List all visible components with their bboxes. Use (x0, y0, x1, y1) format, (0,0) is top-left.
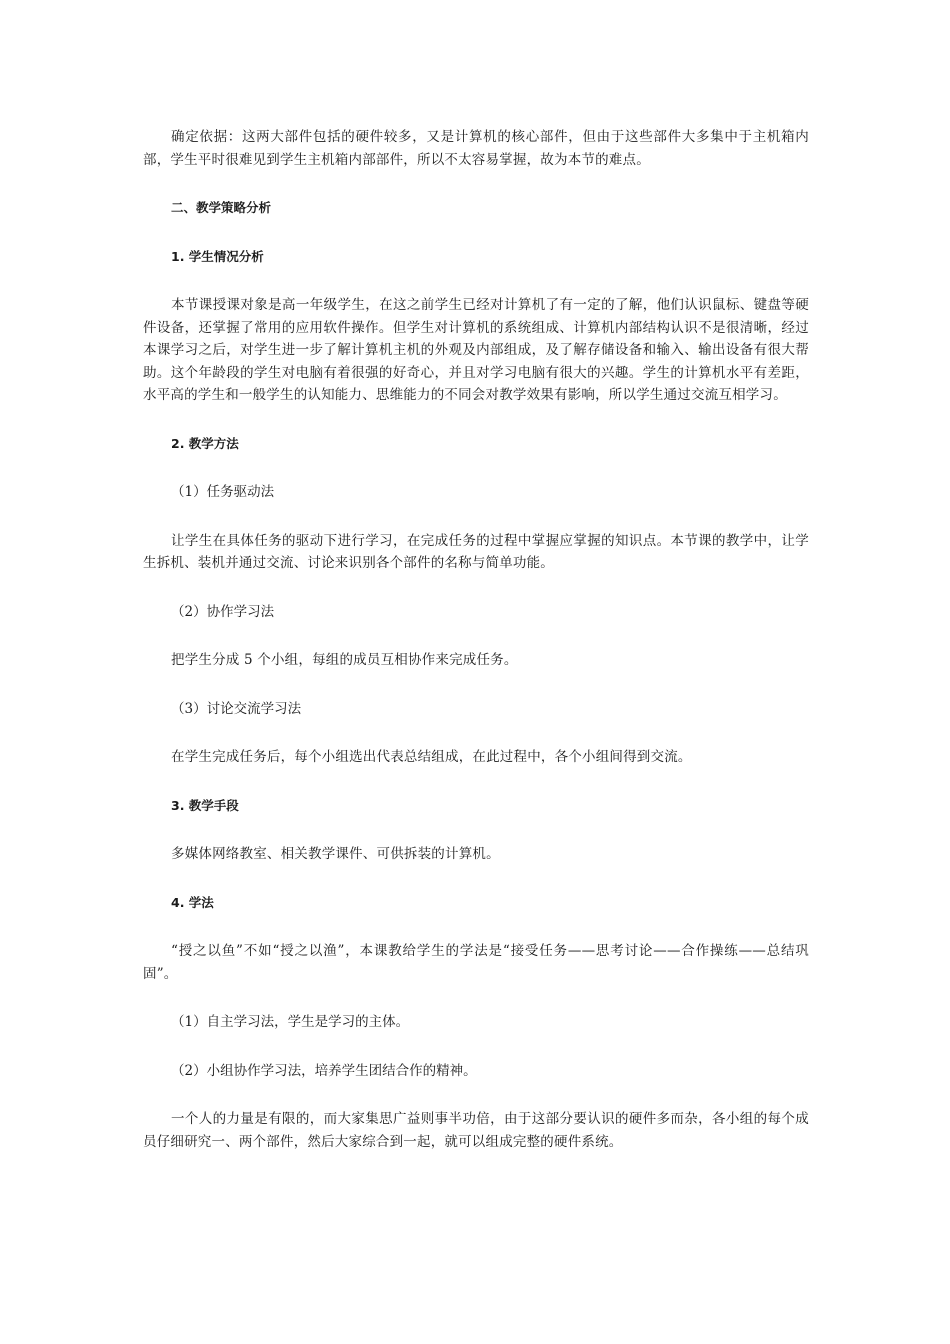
heading-teaching-means: 3. 教学手段 (171, 797, 239, 813)
paragraph-task-driven: 让学生在具体任务的驱动下进行学习，在完成任务的过程中掌握应掌握的知识点。本节课的教学中，让学生拆机、装机并通过交流、讨论来识别各个部件的名称与简单功能。 (143, 532, 809, 571)
heading-learning-method: 4. 学法 (171, 894, 214, 910)
heading-student-analysis: 1. 学生情况分析 (171, 248, 264, 264)
paragraph-group-power: 一个人的力量是有限的，而大家集思广益则事半功倍，由于这部分要认识的硬件多而杂，各小组的每个成员仔细研究一、两个部件，然后大家综合到一起，就可以组成完整的硬件系统。 (143, 1111, 809, 1150)
paragraph-teaching-means: 多媒体网络教室、相关教学课件、可供拆装的计算机。 (171, 846, 500, 862)
subheading-group-learning: （2）小组协作学习法，培养学生团结合作的精神。 (171, 1062, 477, 1079)
subheading-discussion: （3）讨论交流学习法 (171, 700, 302, 717)
paragraph-student-analysis: 本节课授课对象是高一年级学生，在这之前学生已经对计算机了有一定的了解，他们认识鼠标、键盘等硬件设备，还掌握了常用的应用软件操作。但学生对计算机的系统组成、计算机内部结构认识不是很清晰，经过本课学习之后，对学生进一步了解计算机主机的外观及内部组成，及了解存储设备和输入、输出设备有很大帮助。这个年龄段的学生对电脑有着很强的好奇心，并且对学习电脑有很大的兴趣。学生的计算机水平有差距，水平高的学生和一般学生的认知能力、思维能力的不同会对教学效果有影响，所以学生通过交流互相学习。 (143, 297, 809, 403)
heading-teaching-method: 2. 教学方法 (171, 435, 239, 451)
subheading-self-learning: （1）自主学习法，学生是学习的主体。 (171, 1014, 410, 1030)
paragraph-basis: 确定依据：这两大部件包括的硬件较多，又是计算机的核心部件，但由于这些部件大多集中于主机箱内部，学生平时很难见到学生主机箱内部部件，所以不太容易掌握，故为本节的难点。 (143, 129, 809, 168)
subheading-task-driven: （1）任务驱动法 (171, 484, 275, 500)
paragraph-learning-method: “授之以鱼”不如“授之以渔”，本课教给学生的学法是“接受任务——思考讨论——合作操练——总结巩固”。 (143, 943, 809, 982)
document-page (143, 126, 809, 1153)
paragraph-collaborative: 把学生分成 5 个小组，每组的成员互相协作来完成任务。 (171, 652, 518, 668)
heading-section-2: 二、教学策略分析 (171, 200, 272, 215)
paragraph-discussion: 在学生完成任务后，每个小组选出代表总结组成，在此过程中，各个小组间得到交流。 (171, 749, 692, 765)
subheading-collaborative: （2）协作学习法 (171, 603, 275, 620)
